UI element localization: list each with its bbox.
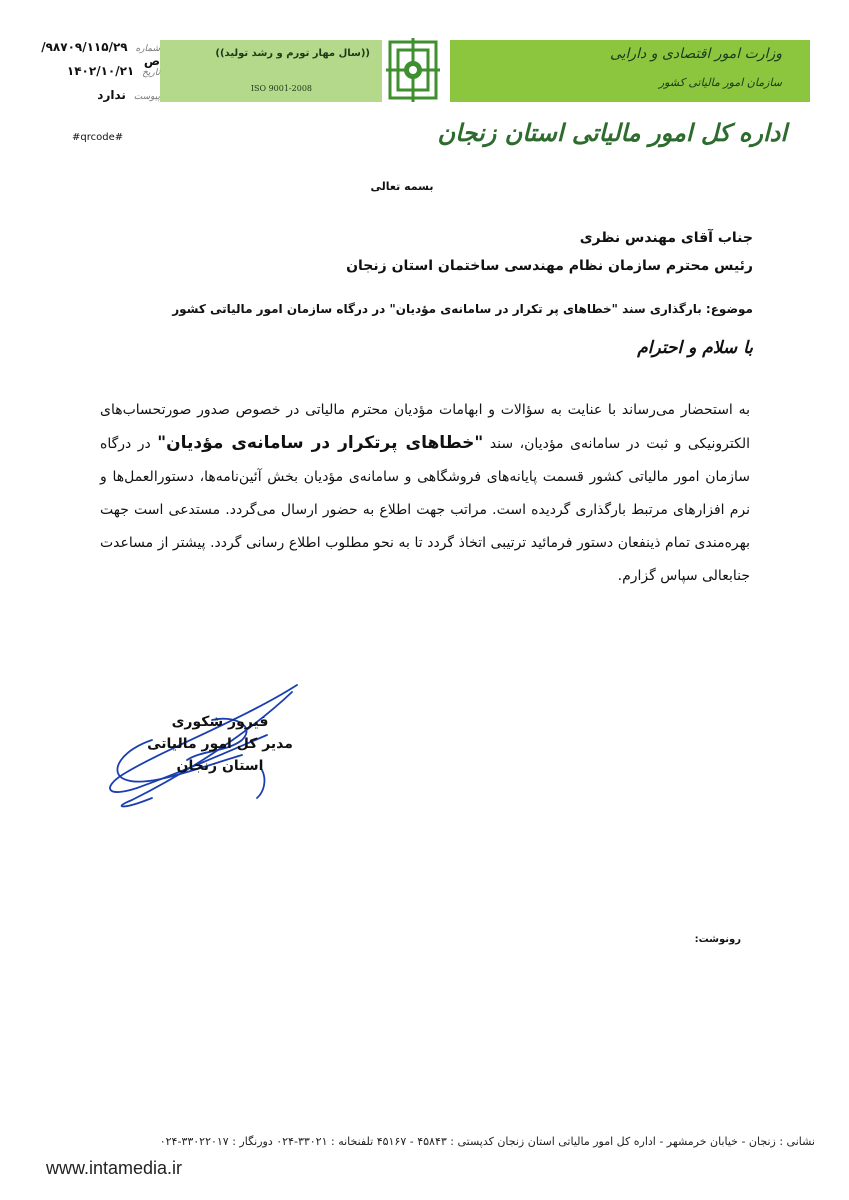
- signatory-province: استان زنجان: [176, 758, 264, 774]
- subject-line: موضوع: بارگذاری سند "خطاهای پر تکرار در سامانه‌ی مؤدیان" در درگاه سازمان امور مالیاتی کشور: [172, 302, 753, 316]
- slogan-panel: [160, 40, 382, 102]
- attachment-row: [30, 88, 160, 102]
- organization-name: سازمان امور مالیاتی کشور: [658, 76, 782, 89]
- iso-label: ISO 9001-2008: [250, 84, 312, 93]
- body-text-end: در درگاه سازمان امور مالیاتی کشور قسمت پایانه‌های فروشگاهی و سامانه‌ی مؤدیان بخش آئین‌نامه‌ها، دستورالعمل‌ها و نرم افزارهای مرتبط بارگذاری گردیده است. مراتب جهت اطلاع به حضور ارسال می‌گردد. مستدعی است جهت بهره‌مندی تمام ذینفعان دستور فرمائید ترتیبی اتخاذ گردد تا به نحو مطلوب اطلاع رسانی گردد. پیشتر از مساعدت جنابعالی سپاس گزارم.: [100, 436, 750, 584]
- department-title: اداره کل امور مالیاتی استان زنجان: [437, 118, 787, 147]
- document-title-highlight: "خطاهای پرتکرار در سامانه‌ی مؤدیان": [157, 433, 484, 453]
- bismillah: بسمه تعالی: [370, 180, 434, 193]
- website-watermark: www.intamedia.ir: [46, 1158, 183, 1178]
- addressee-title: رئیس محترم سازمان نظام مهندسی ساختمان استان زنجان: [346, 258, 753, 274]
- body-text-start: به استحضار می‌رساند با عنایت به سؤالات و ابهامات مؤدیان محترم مالیاتی در خصوص صدور صورتحساب‌های الکترونیکی و ثبت در سامانه‌ی مؤدیان، سند: [100, 402, 751, 452]
- ministry-panel: [450, 40, 810, 102]
- signatory-title: مدیر کل امور مالیاتی: [147, 736, 293, 752]
- addressee: جناب آقای مهندس نظری: [579, 230, 753, 246]
- qrcode-placeholder: #qrcode#: [72, 132, 124, 143]
- date-label: تاریخ: [142, 68, 160, 78]
- year-slogan: ((سال مهار تورم و رشد تولید)): [215, 48, 370, 59]
- signatory-name: فیروز شکوری: [171, 714, 269, 730]
- attachment-label: پیوست: [133, 92, 160, 102]
- letter-date: ۱۴۰۲/۱۰/۲۱: [66, 64, 135, 78]
- letter-date-row: [30, 64, 160, 78]
- greeting: با سلام و احترام: [637, 338, 753, 358]
- letterhead-band: [160, 38, 810, 102]
- number-label: شماره: [135, 44, 160, 54]
- ministry-name: وزارت امور اقتصادی و دارایی: [609, 46, 782, 62]
- footer-address: نشانی : زنجان - خیابان خرمشهر - اداره کل امور مالیاتی استان زنجان کدپستی : ۴۵۸۴۳ - ۴۵۱۶۷ تلفنخانه : ۳۳۰۲۱-۰۲۴ دورنگار : ۳۳۰۲۲۰۱۷-۰۲۴: [159, 1135, 815, 1148]
- letter-body: [100, 394, 750, 593]
- tax-organization-logo-icon: [384, 36, 442, 104]
- attachment-value: ندارد: [97, 88, 126, 102]
- cc-label: رونوشت:: [694, 934, 741, 945]
- letter-number: ۹۸۷۰۹/۱۱۵/۲۹/ص: [41, 40, 160, 68]
